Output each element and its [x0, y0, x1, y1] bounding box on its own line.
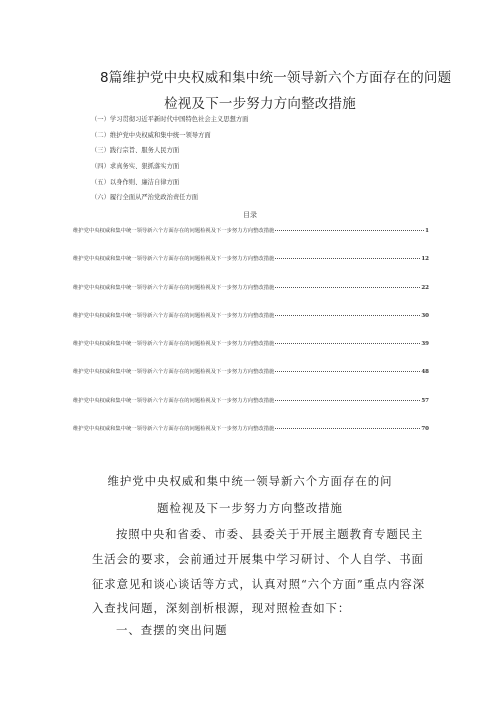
- toc-entry[interactable]: [73, 283, 429, 311]
- toc-entry-title[interactable]: 维护党中央权威和集中统一领导新六个方面存在的问题检视及下一步努力方向整改措施: [73, 341, 275, 348]
- toc-entry-title[interactable]: 维护党中央权威和集中统一领导新六个方面存在的问题检视及下一步努力方向整改措施: [73, 228, 275, 234]
- body-title-line-1: 维护党中央权威和集中统一领导新六个方面存在的问: [107, 474, 393, 488]
- toc-entry-title[interactable]: 维护党中央权威和集中统一领导新六个方面存在的问题检视及下一步努力方向整改措施: [73, 312, 275, 319]
- toc-page-number[interactable]: 1: [425, 228, 429, 234]
- toc-entry-title[interactable]: 维护党中央权威和集中统一领导新六个方面存在的问题检视及下一步努力方向整改措施: [73, 426, 275, 433]
- intro-paragraph: 按照中央和省委、市委、县委关于开展主题教育专题民主生活会的要求，会前通过开展集中学习研讨、个人自学、书面征求意见和谈心谈话等方式，认真对照“六个方面”重点内容深入查找问题，深刻剖析根源，现对照检查如下：: [92, 527, 426, 616]
- toc-heading: 目录: [243, 211, 257, 219]
- outline-item: （四）求真务实、狠抓落实方面: [91, 163, 180, 171]
- body-title-line-2: 题检视及下一步努力方向整改措施: [157, 501, 343, 515]
- toc-page-number[interactable]: 39: [421, 341, 429, 348]
- toc-dot-leader: [275, 343, 420, 344]
- outline-item: （六）履行全面从严治党政治责任方面: [91, 194, 199, 202]
- outline-item: （一）学习贯彻习近平新时代中国特色社会主义思想方面: [91, 116, 249, 123]
- toc-dot-leader: [275, 400, 420, 401]
- toc-entry-title[interactable]: 维护党中央权威和集中统一领导新六个方面存在的问题检视及下一步努力方向整改措施: [73, 397, 275, 404]
- toc-page-number[interactable]: 30: [421, 312, 429, 319]
- toc-entry[interactable]: [73, 226, 429, 254]
- toc-page-number[interactable]: 12: [421, 256, 429, 263]
- toc-entry[interactable]: [73, 254, 429, 282]
- toc-dot-leader: [275, 315, 420, 316]
- outline-item: （五）以身作则、廉洁自律方面: [91, 178, 180, 186]
- toc-entry-title[interactable]: 维护党中央权威和集中统一领导新六个方面存在的问题检视及下一步努力方向整改措施: [73, 256, 275, 263]
- toc-dot-leader: [275, 371, 420, 372]
- toc-page-number[interactable]: 22: [421, 284, 429, 291]
- toc-entry-title[interactable]: 维护党中央权威和集中统一领导新六个方面存在的问题检视及下一步努力方向整改措施: [73, 284, 275, 291]
- toc-entry[interactable]: [73, 396, 429, 424]
- toc-page-number[interactable]: 70: [421, 426, 429, 433]
- document-title-line-1: 8篇维护党中央权威和集中统一领导新六个方面存在的问题: [100, 70, 452, 86]
- outline-item: （二）维护党中央权威和集中统一领导方面: [91, 131, 211, 139]
- toc-dot-leader: [275, 287, 420, 288]
- section-heading: 一、查摆的突出问题: [116, 623, 228, 637]
- toc-dot-leader: [275, 258, 420, 259]
- toc-dot-leader: [275, 428, 420, 429]
- outline-list: [91, 114, 248, 208]
- toc-entry[interactable]: [73, 339, 429, 367]
- toc-entry[interactable]: [73, 311, 429, 339]
- table-of-contents: [73, 226, 429, 452]
- outline-item: （三）践行宗旨、服务人民方面: [91, 147, 180, 155]
- toc-dot-leader: [275, 230, 424, 231]
- toc-entry[interactable]: [73, 367, 429, 395]
- toc-page-number[interactable]: 57: [421, 397, 429, 404]
- toc-page-number[interactable]: 48: [421, 369, 429, 376]
- toc-entry-title[interactable]: 维护党中央权威和集中统一领导新六个方面存在的问题检视及下一步努力方向整改措施: [73, 369, 275, 376]
- toc-entry[interactable]: [73, 424, 429, 452]
- document-title-line-2: 检视及下一步努力方向整改措施: [164, 96, 356, 112]
